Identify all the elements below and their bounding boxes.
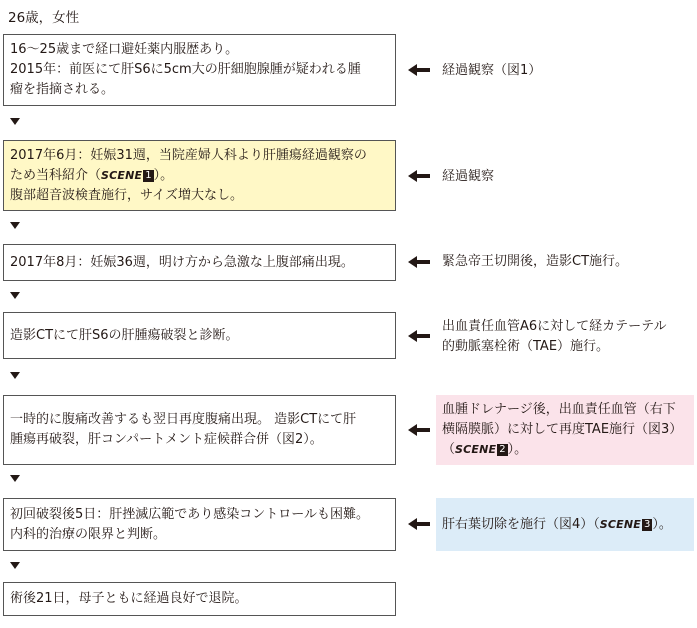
action-text-with-scene	[442, 515, 688, 535]
action-text: 緊急帝王切開後，造影CT施行。	[442, 254, 629, 269]
down-arrow-icon	[10, 118, 20, 125]
action-text: 肝右葉切除を施行（図4）（	[442, 516, 600, 532]
action-3	[436, 249, 694, 275]
box-text: 瘤を指摘される。	[10, 82, 115, 97]
box-text: ）。	[153, 167, 174, 183]
scene-number-badge: 2	[499, 444, 506, 455]
box-text-with-scene	[10, 166, 389, 186]
scene-label: SCENE	[101, 168, 143, 182]
action-4	[436, 314, 694, 360]
box-text: 内科的治療の限界と判断。	[10, 526, 167, 542]
box-text: 2017年8月：妊娠36週，明け方から急激な上腹部痛出現。	[10, 254, 354, 270]
box-text: 一時的に腹痛改善するも翌日再度腹痛出現。 造影CTにて肝	[10, 412, 357, 427]
timeline-box-7	[3, 582, 396, 616]
left-arrow-icon	[408, 256, 430, 268]
box-text: 腫瘍再破裂，肝コンパートメント症候群合併（図2）。	[10, 432, 323, 447]
box-text: 初回破裂後5日：肝挫滅広範であり感染コントロールも困難。	[10, 506, 370, 522]
scene-number-badge: 1	[145, 169, 152, 181]
box-text: 16～25歳まで経口避妊薬内服歴あり。	[10, 42, 239, 57]
box-text: 2017年6月：妊娠31週，当院産婦人科より肝腫瘍経過観察の	[10, 147, 367, 163]
scene-label: SCENE	[599, 517, 642, 531]
timeline-box-4	[3, 312, 396, 359]
box-text: 2015年：前医にて肝S6に5cm大の肝細胞腺腫が疑われる腫	[10, 62, 361, 77]
left-arrow-icon	[408, 518, 430, 530]
patient-header: 26歳，女性	[8, 10, 80, 26]
down-arrow-icon	[10, 562, 20, 569]
box-text: ため当科紹介（	[10, 167, 102, 183]
action-5	[436, 395, 694, 465]
left-arrow-icon	[408, 330, 430, 342]
left-arrow-icon	[408, 64, 430, 76]
action-text-with-scene	[442, 440, 688, 460]
timeline-box-5	[3, 395, 396, 465]
action-text: 経過観察	[442, 169, 495, 184]
box-text: 術後21日，母子ともに経過良好で退院。	[10, 591, 248, 606]
action-text: 出血責任血管A6に対して経カテーテル	[442, 319, 667, 334]
down-arrow-icon	[10, 222, 20, 229]
down-arrow-icon	[10, 372, 20, 379]
action-text: 的動脈塞栓術（TAE）施行。	[442, 339, 610, 354]
timeline-box-1	[3, 34, 396, 106]
scene-number-badge: 3	[644, 518, 651, 530]
action-text: （	[442, 442, 456, 457]
action-2	[436, 164, 694, 190]
action-text: ）。	[507, 442, 528, 457]
action-text: ）。	[652, 516, 672, 532]
action-text: 経過観察（図1）	[442, 63, 542, 78]
left-arrow-icon	[408, 424, 430, 436]
action-6	[436, 498, 694, 551]
box-text: 腹部超音波検査施行，サイズ増大なし。	[10, 187, 243, 203]
timeline-box-2	[3, 140, 396, 211]
action-text: 横隔膜脈）に対して再度TAE施行（図3）	[442, 422, 683, 437]
scene-label: SCENE	[455, 443, 497, 456]
down-arrow-icon	[10, 292, 20, 299]
timeline-box-6	[3, 498, 396, 551]
left-arrow-icon	[408, 170, 430, 182]
timeline-box-3	[3, 244, 396, 281]
box-text: 造影CTにて肝S6の肝腫瘍破裂と診断。	[10, 327, 239, 343]
action-1	[436, 58, 694, 84]
action-text: 血腫ドレナージ後，出血責任血管（右下	[442, 402, 676, 417]
down-arrow-icon	[10, 475, 20, 482]
